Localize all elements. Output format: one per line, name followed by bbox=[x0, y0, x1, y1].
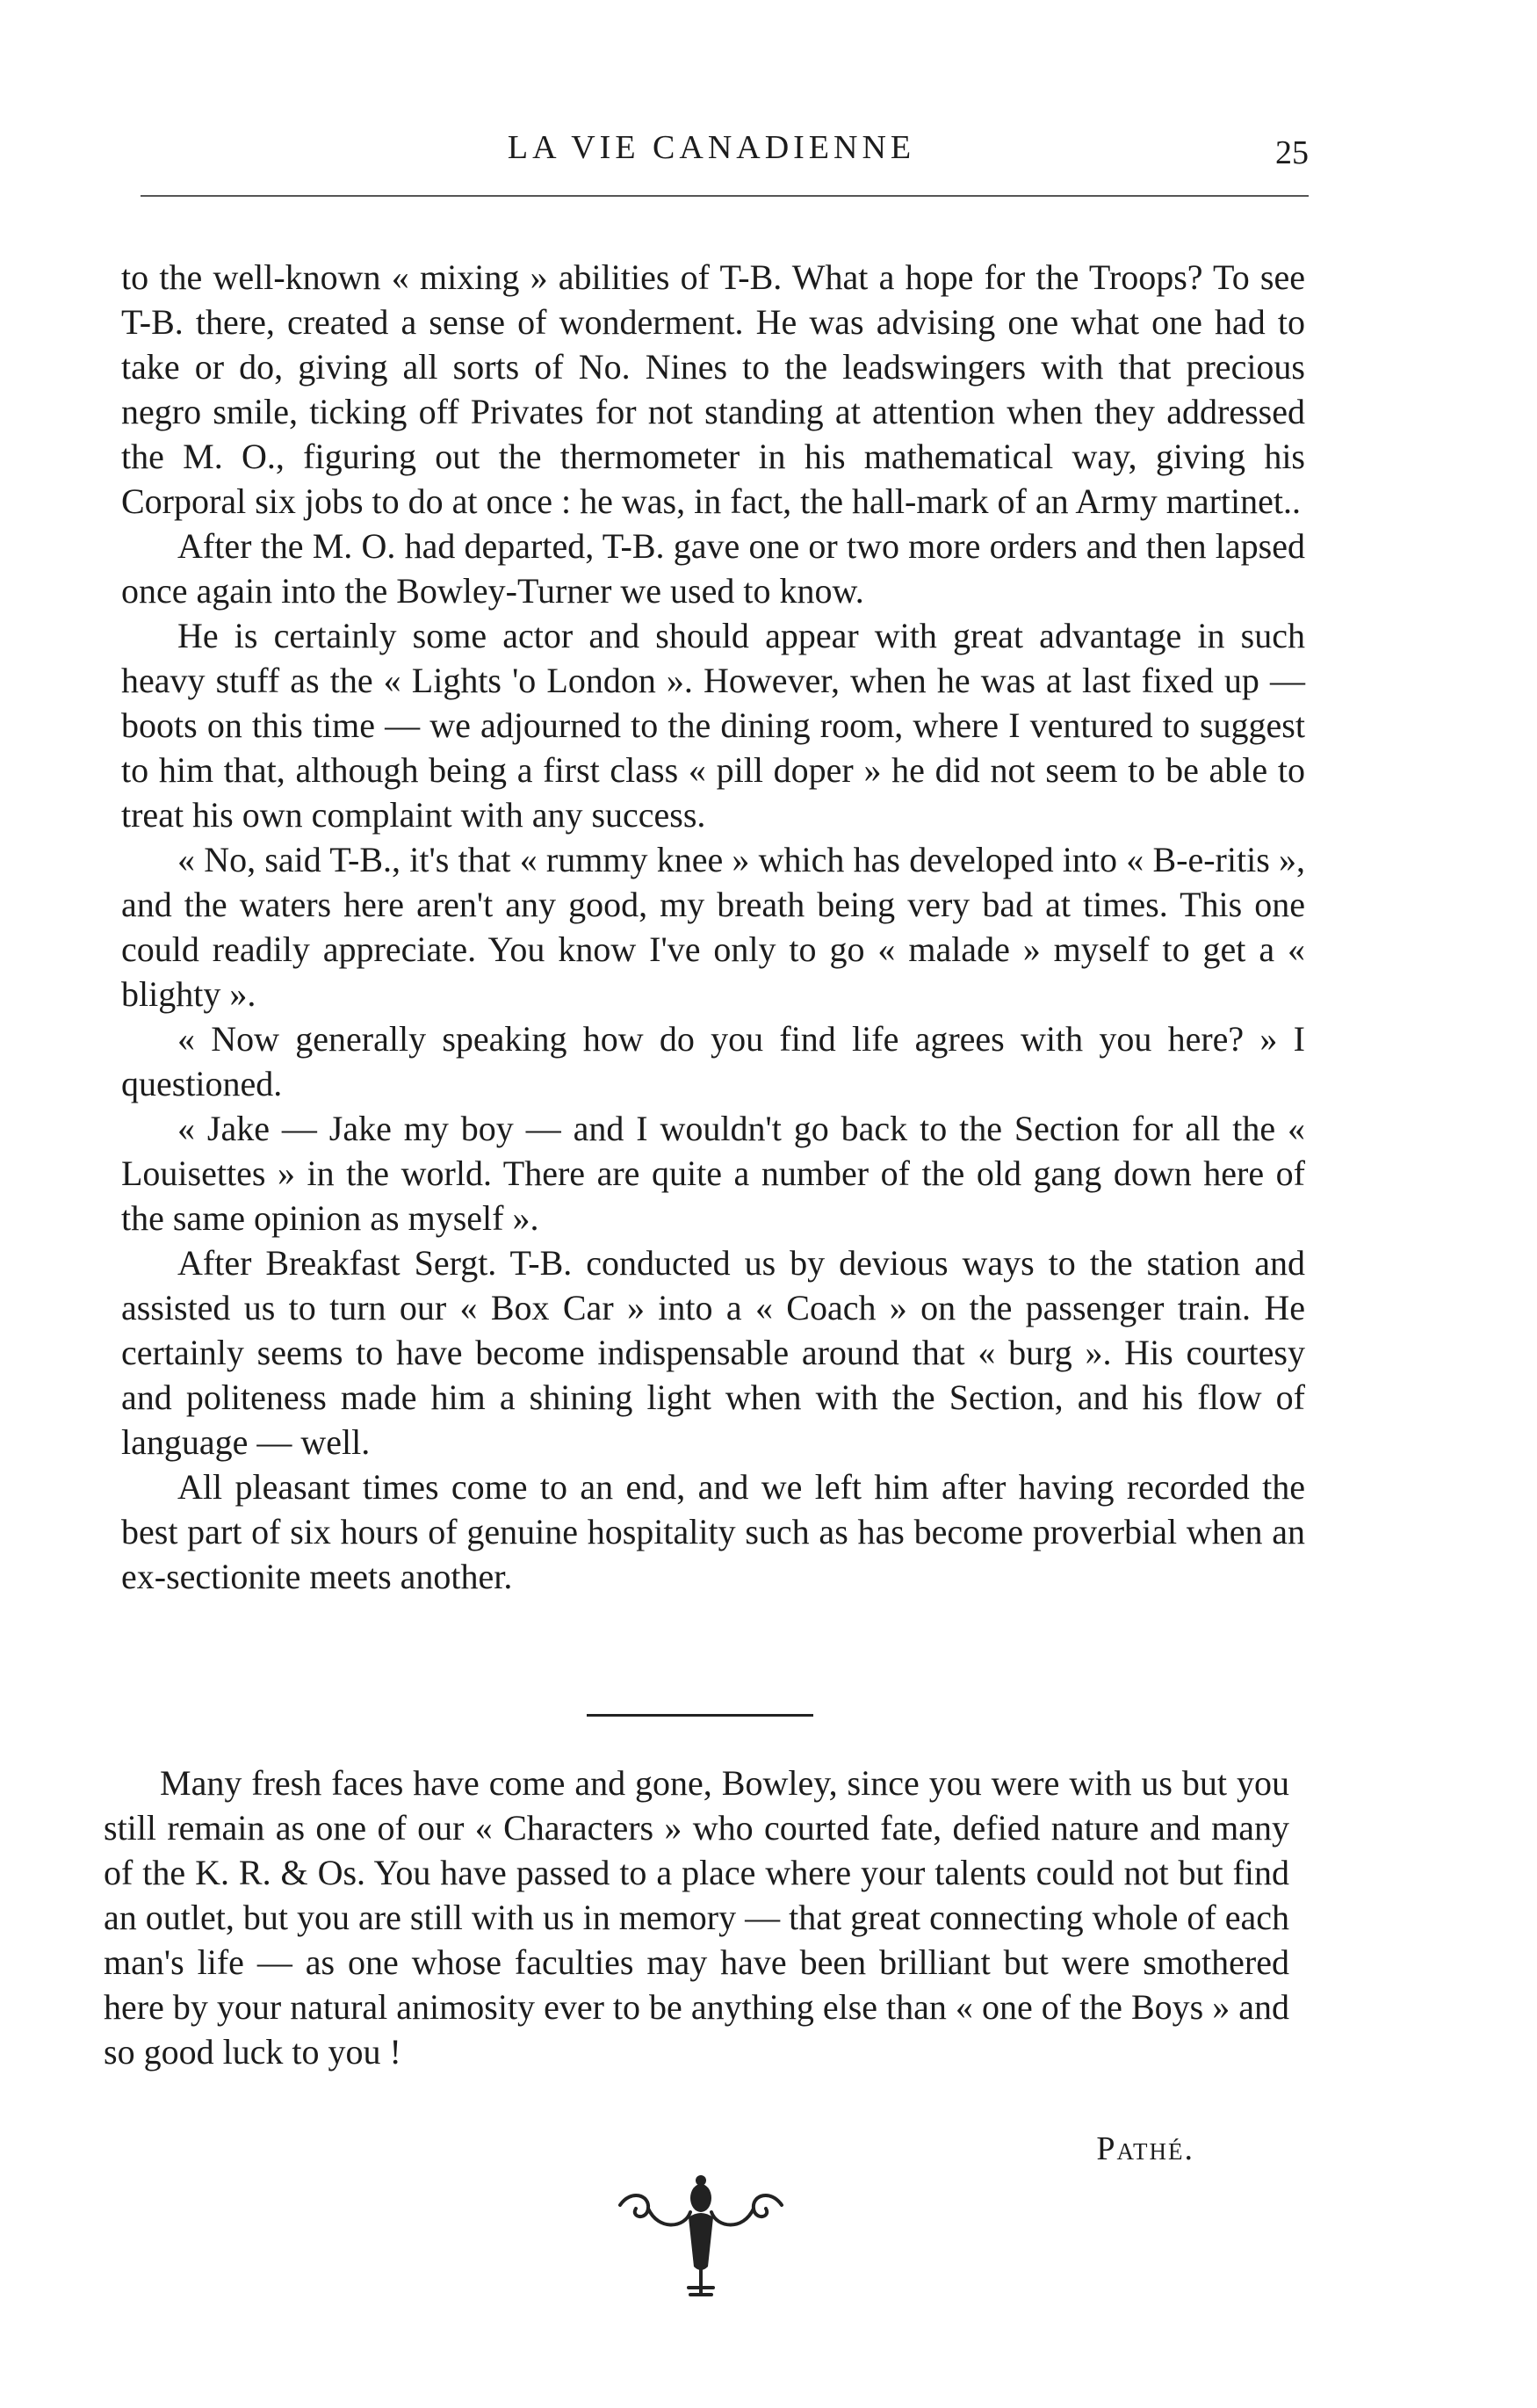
paragraph: He is certainly some actor and should appear with great advantage in such heavy stuff as the « Lights 'o London ». However, when he was at last fixed up — boots on this time — we adjourned to the dining room, where I ventured to suggest to him that, although being a first class « pill doper » he did not seem to be able to treat his own complaint with any success. bbox=[121, 616, 1305, 835]
author-signature: Pathé. bbox=[1096, 2130, 1194, 2167]
running-title: LA VIE CANADIENNE bbox=[507, 129, 916, 166]
text-block-main bbox=[121, 255, 1305, 1599]
paragraph: « Now generally speaking how do you find life agrees with you here? » I questioned. bbox=[121, 1019, 1305, 1103]
paragraph: All pleasant times come to an end, and we left him after having recorded the best part of six hours of genuine hospitality such as has become proverbial when an ex-sectionite meets another. bbox=[121, 1467, 1305, 1596]
running-head bbox=[114, 128, 1309, 190]
page-number: 25 bbox=[1275, 134, 1309, 171]
section-divider-rule bbox=[587, 1714, 813, 1717]
paragraph: After Breakfast Sergt. T-B. conducted us by devious ways to the station and assisted us to turn our « Box Car » into a « Coach » on the passenger train. He certainly seems to have become indispensable around that « burg ». His courtesy and politeness made him a shining light when with the Section, and his flow of language — well. bbox=[121, 1243, 1305, 1462]
text-block-closing bbox=[104, 1761, 1289, 2074]
header-rule bbox=[141, 195, 1309, 197]
fleuron-ornament-icon bbox=[604, 2163, 797, 2303]
paragraph: to the well-known « mixing » abilities of T-B. What a hope for the Troops? To see T-B. there, created a sense of wonderment. He was advising one what one had to take or do, giving all sorts of No. Nines to the leadswingers with that precious negro smile, ticking off Privates for not standing at attention when they addressed the M. O., figuring out the thermometer in his mathematical way, giving his Corporal six jobs to do at once : he was, in fact, the hall-mark of an Army martinet.. bbox=[121, 257, 1305, 521]
paragraph: After the M. O. had departed, T-B. gave one or two more orders and then lapsed once again into the Bowley-Turner we used to know. bbox=[121, 526, 1305, 611]
paragraph: « Jake — Jake my boy — and I wouldn't go back to the Section for all the « Louisettes » in the world. There are quite a number of the old gang down here of the same opinion as myself ». bbox=[121, 1109, 1305, 1238]
paragraph: « No, said T-B., it's that « rummy knee » which has developed into « B-e-ritis », and the waters here aren't any good, my breath being very bad at times. This one could readily appreciate. You know I've only to go « malade » myself to get a « blighty ». bbox=[121, 840, 1305, 1014]
paragraph: Many fresh faces have come and gone, Bowley, since you were with us but you still remain as one of our « Characters » who courted fate, defied nature and many of the K. R. & Os. You have passed to a place where your talents could not but find an outlet, but you are still with us in memory — that great connecting whole of each man's life — as one whose faculties may have been brilliant but were smothered here by your natural animosity ever to be anything else than « one of the Boys » and so good luck to you ! bbox=[104, 1763, 1289, 2072]
